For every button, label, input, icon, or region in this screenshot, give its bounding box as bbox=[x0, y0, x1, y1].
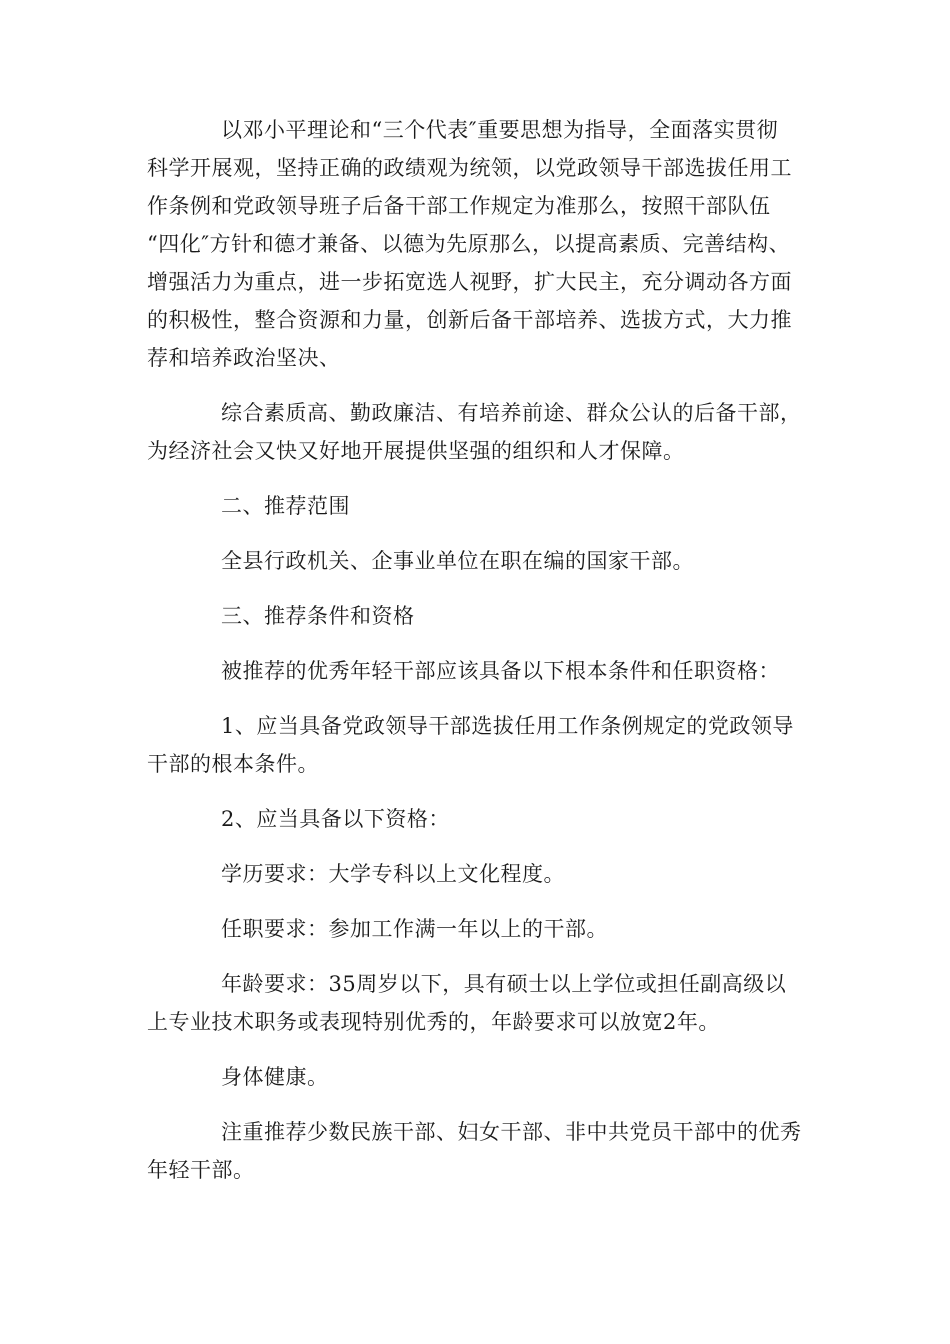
heading-text: 三、推荐条件和资格 bbox=[221, 604, 415, 628]
text-line: 以邓小平理论和“三个代表″重要思想为指导，全面落实贯彻 bbox=[221, 118, 779, 142]
text-line: 作条例和党政领导班子后备干部工作规定为准那么，按照干部队伍 bbox=[147, 194, 771, 218]
text-line: 综合素质高、勤政廉洁、有培养前途、群众公认的后备干部， bbox=[221, 401, 802, 425]
paragraph-age bbox=[147, 965, 807, 1041]
text-line: 荐和培养政治坚决、 bbox=[147, 346, 341, 370]
text-line: 为经济社会又快又好地开展提供坚强的组织和人才保障。 bbox=[147, 439, 685, 463]
paragraph-conditions-intro bbox=[147, 652, 807, 690]
text-line: 被推荐的优秀年轻干部应该具备以下根本条件和任职资格： bbox=[221, 659, 780, 683]
section-heading-conditions bbox=[147, 597, 807, 635]
text-line: 的积极性，整合资源和力量，创新后备干部培养、选拔方式，大力推 bbox=[147, 308, 792, 332]
text-line: 1、应当具备党政领导干部选拔任用工作条例规定的党政领导 bbox=[221, 714, 794, 738]
section-heading-scope bbox=[147, 487, 807, 525]
text-line: 任职要求：参加工作满一年以上的干部。 bbox=[221, 917, 608, 941]
text-line: 年龄要求：35周岁以下，具有硕士以上学位或担任副高级以 bbox=[221, 972, 787, 996]
paragraph-health bbox=[147, 1058, 807, 1096]
paragraph-intro-continued bbox=[147, 394, 807, 470]
text-line: 年轻干部。 bbox=[147, 1158, 255, 1182]
paragraph-education bbox=[147, 855, 807, 893]
text-line: 增强活力为重点，进一步拓宽选人视野，扩大民主，充分调动各方面 bbox=[147, 270, 792, 294]
text-line: 注重推荐少数民族干部、妇女干部、非中共党员干部中的优秀 bbox=[221, 1120, 802, 1144]
paragraph-intro bbox=[147, 111, 807, 377]
paragraph-service bbox=[147, 910, 807, 948]
paragraph-scope bbox=[147, 542, 807, 580]
text-line: “四化″方针和德才兼备、以德为先原那么，以提高素质、完善结构、 bbox=[147, 232, 791, 256]
heading-text: 二、推荐范围 bbox=[221, 494, 350, 518]
paragraph-emphasis bbox=[147, 1113, 807, 1189]
text-line: 科学开展观，坚持正确的政绩观为统领，以党政领导干部选拔任用工 bbox=[147, 156, 792, 180]
text-line: 上专业技术职务或表现特别优秀的，年龄要求可以放宽2年。 bbox=[147, 1010, 720, 1034]
text-line: 身体健康。 bbox=[221, 1065, 329, 1089]
document-body bbox=[147, 111, 807, 1206]
text-line: 干部的根本条件。 bbox=[147, 752, 319, 776]
paragraph-condition-1 bbox=[147, 707, 807, 783]
text-line: 2、应当具备以下资格： bbox=[221, 807, 450, 831]
text-line: 学历要求：大学专科以上文化程度。 bbox=[221, 862, 565, 886]
paragraph-condition-2 bbox=[147, 800, 807, 838]
text-line: 全县行政机关、企事业单位在职在编的国家干部。 bbox=[221, 549, 694, 573]
